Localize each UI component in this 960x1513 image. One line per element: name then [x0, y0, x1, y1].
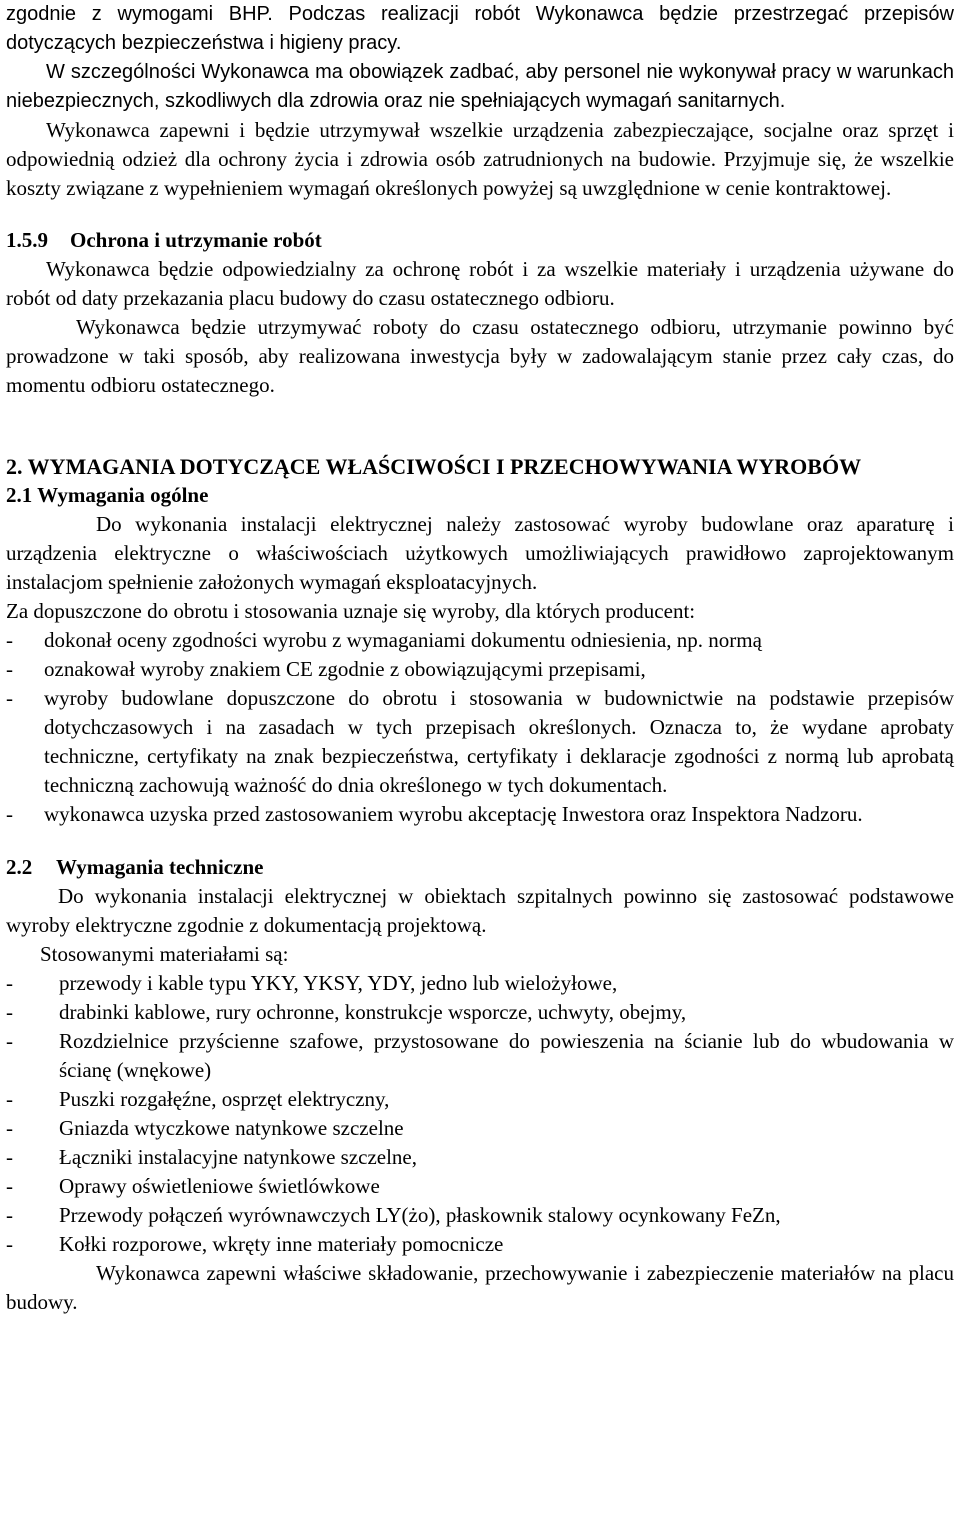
list-dash: - — [6, 657, 13, 681]
list-item-text: drabinki kablowe, rury ochronne, konstrukcje wsporcze, uchwyty, obejmy, — [59, 1000, 687, 1024]
section-2-2-paragraph-1: Do wykonania instalacji elektrycznej w obiektach szpitalnych powinno się zastosować podstawowe wyroby elektryczne zgodnie z dokumentacją projektową. — [6, 884, 954, 937]
list-item-text: Gniazda wtyczkowe natynkowe szczelne — [59, 1116, 404, 1140]
list-item-text: Rozdzielnice przyścienne szafowe, przystosowane do powieszenia na ścianie lub do wbudowania w ścianę (wnękowe) — [59, 1029, 954, 1082]
list-dash: - — [6, 802, 13, 826]
section-heading-2-1: 2.1 Wymagania ogólne — [6, 483, 209, 507]
section-number: 1.5.9 — [6, 228, 48, 252]
intro-paragraph-3: Wykonawca zapewni i będzie utrzymywał wszelkie urządzenia zabezpieczające, socjalne oraz sprzęt i odpowiednią odzież dla ochrony życia i zdrowia osób zatrudnionych na budowie. Przyjmuje się, że wszelkie koszty związane z wypełnieniem wymagań określonych powyżej są uwzględnione w cenie kontraktowej. — [6, 118, 954, 200]
section-2-2-paragraph-2: Stosowanymi materiałami są: — [40, 942, 289, 966]
list-item-text: Puszki rozgałęźne, osprzęt elektryczny, — [59, 1087, 390, 1111]
list-dash: - — [6, 1145, 13, 1169]
section-heading-2-2 — [6, 853, 954, 882]
list-item — [6, 684, 954, 800]
section-title: Wymagania techniczne — [56, 855, 264, 879]
spacer — [6, 203, 954, 226]
list-dash: - — [6, 1087, 13, 1111]
list-item-text: przewody i kable typu YKY, YKSY, YDY, jedno lub wielożyłowe, — [59, 971, 618, 995]
section-number: 2.2 — [6, 855, 33, 879]
list-item — [6, 998, 954, 1027]
section-2-1-paragraph-1: Do wykonania instalacji elektrycznej należy zastosować wyroby budowlane oraz aparaturę i urządzenia elektryczne o właściwościach użytkowych umożliwiających prawidłowo zaprojektowanym instalacjom spełnienie założonych wymagań eksploatacyjnych. — [6, 512, 954, 594]
list-dash: - — [6, 1232, 13, 1256]
list-dash: - — [6, 686, 13, 710]
list-item — [6, 1143, 954, 1172]
list-item — [6, 1027, 954, 1085]
list-item — [6, 1172, 954, 1201]
list-dash: - — [6, 1203, 13, 1227]
section-2-2-paragraph-3: Wykonawca zapewni właściwe składowanie, przechowywanie i zabezpieczenie materiałów na placu budowy. — [6, 1261, 954, 1314]
list-item-text: wykonawca uzyska przed zastosowaniem wyrobu akceptację Inwestora oraz Inspektora Nadzoru. — [44, 802, 863, 826]
list-item — [6, 1201, 954, 1230]
list-item — [6, 800, 954, 829]
spacer — [6, 400, 954, 452]
list-item-text: Łączniki instalacyjne natynkowe szczelne, — [59, 1145, 418, 1169]
list-dash: - — [6, 1000, 13, 1024]
list-item — [6, 1085, 954, 1114]
list-item-text: dokonał oceny zgodności wyrobu z wymaganiami dokumentu odniesienia, np. normą — [44, 628, 762, 652]
list-item-text: wyroby budowlane dopuszczone do obrotu i stosowania w budownictwie na podstawie przepisów dotychczasowych i na zasadach w tych przepisach określonych. Oznacza to, że wydane aprobaty techniczne, certyfikaty na znak bezpieczeństwa, certyfikaty i deklaracje zgodności z normą lub aprobatą techniczną zachowują ważność do dnia określonego w tych dokumentach. — [44, 686, 954, 797]
requirements-list — [6, 626, 954, 829]
list-item — [6, 626, 954, 655]
list-item — [6, 655, 954, 684]
list-dash: - — [6, 1116, 13, 1140]
section-1-5-9-paragraph-1: Wykonawca będzie odpowiedzialny za ochronę robót i za wszelkie materiały i urządzenia używane do robót od daty przekazania placu budowy do czasu ostatecznego odbioru. — [6, 257, 954, 310]
section-title: Ochrona i utrzymanie robót — [70, 228, 322, 252]
list-dash: - — [6, 628, 13, 652]
list-item — [6, 969, 954, 998]
materials-list — [6, 969, 954, 1259]
list-item-text: Oprawy oświetleniowe świetlówkowe — [59, 1174, 380, 1198]
intro-paragraph-2: W szczególności Wykonawca ma obowiązek zadbać, aby personel nie wykonywał pracy w warunkach niebezpiecznych, szkodliwych dla zdrowia oraz nie spełniających wymagań sanitarnych. — [6, 61, 954, 112]
section-1-5-9-paragraph-2: Wykonawca będzie utrzymywać roboty do czasu ostatecznego odbioru, utrzymanie powinno być prowadzone w taki sposób, aby realizowana inwestycja były w zadowalającym stanie przez cały czas, do momentu odbioru ostatecznego. — [6, 315, 954, 397]
list-item-text: Przewody połączeń wyrównawczych LY(żo), płaskownik stalowy ocynkowany FeZn, — [59, 1203, 781, 1227]
chapter-heading: 2. WYMAGANIA DOTYCZĄCE WŁAŚCIWOŚCI I PRZECHOWYWANIA WYROBÓW — [6, 454, 862, 479]
list-item-text: Kołki rozporowe, wkręty inne materiały pomocnicze — [59, 1232, 504, 1256]
intro-paragraph-1: zgodnie z wymogami BHP. Podczas realizacji robót Wykonawca będzie przestrzegać przepisów dotyczących bezpieczeństwa i higieny pracy. — [6, 3, 954, 54]
list-dash: - — [6, 1174, 13, 1198]
list-dash: - — [6, 1029, 13, 1053]
section-heading-1-5-9 — [6, 226, 954, 255]
spacer — [6, 829, 954, 853]
list-item — [6, 1230, 954, 1259]
list-item-text: oznakował wyroby znakiem CE zgodnie z obowiązującymi przepisami, — [44, 657, 646, 681]
list-dash: - — [6, 971, 13, 995]
section-2-1-paragraph-2: Za dopuszczone do obrotu i stosowania uznaje się wyroby, dla których producent: — [6, 599, 696, 623]
list-item — [6, 1114, 954, 1143]
